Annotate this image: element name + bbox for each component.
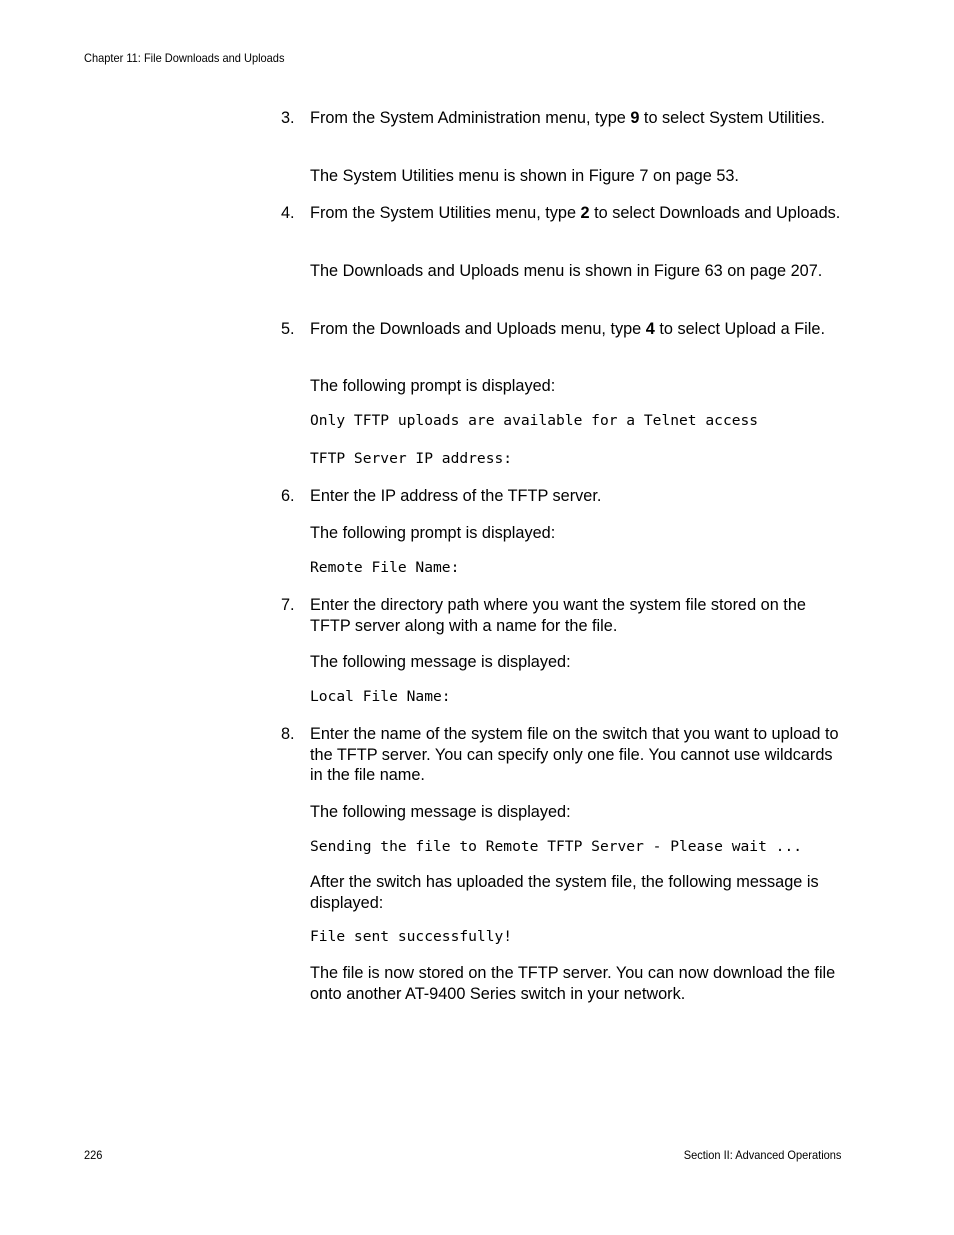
step-text-pre: From the System Administration menu, type	[310, 109, 631, 127]
step-note: After the switch has uploaded the system file, the following message is displayed:	[310, 873, 819, 912]
step-text	[310, 319, 842, 340]
console-output: Remote File Name:	[310, 559, 460, 576]
step-text: Enter the name of the system file on the switch that you want to upload to the TFTP server. You can specify only one file. You cannot use wildcards in the file name.	[310, 725, 839, 784]
step-note: The file is now stored on the TFTP server. You can now download the file onto another AT-9400 Series switch in your network.	[310, 964, 836, 1003]
step-text-post: to select Downloads and Uploads.	[589, 204, 841, 222]
step-note: The System Utilities menu is shown in Figure 7 on page 53.	[310, 167, 739, 185]
step-number: 7.	[281, 596, 295, 614]
step-key: 2	[580, 204, 590, 222]
step-text: Enter the IP address of the TFTP server.	[310, 487, 602, 505]
step-note: The following message is displayed:	[310, 803, 571, 821]
step-number: 5.	[281, 320, 295, 338]
step-note: The following prompt is displayed:	[310, 377, 556, 395]
console-output: TFTP Server IP address:	[310, 450, 513, 467]
step-key: 4	[645, 320, 655, 338]
step-number: 4.	[281, 204, 295, 222]
step-number: 8.	[281, 725, 295, 743]
page-number: 226	[84, 1148, 103, 1162]
step-note: The following prompt is displayed:	[310, 524, 556, 542]
step-text: Enter the directory path where you want the system file stored on the TFTP server along with a name for the file.	[310, 596, 806, 635]
console-output: File sent successfully!	[310, 928, 513, 945]
step-text-post: to select System Utilities.	[639, 109, 825, 127]
step-note: The Downloads and Uploads menu is shown in Figure 63 on page 207.	[310, 262, 823, 280]
step-text-post: to select Upload a File.	[654, 320, 825, 338]
step-note: The following message is displayed:	[310, 653, 571, 671]
step-number: 3.	[281, 109, 295, 127]
console-output: Sending the file to Remote TFTP Server - Please wait ...	[310, 838, 803, 855]
step-text-pre: From the System Utilities menu, type	[310, 204, 581, 222]
step-text	[310, 203, 842, 224]
step-text	[310, 108, 842, 129]
step-number: 6.	[281, 487, 295, 505]
running-footer-section: Section II: Advanced Operations	[683, 1148, 841, 1162]
console-output: Only TFTP uploads are available for a Telnet access	[310, 412, 759, 429]
step-key: 9	[630, 109, 640, 127]
console-output: Local File Name:	[310, 688, 451, 705]
step-text-pre: From the Downloads and Uploads menu, type	[310, 320, 646, 338]
running-header: Chapter 11: File Downloads and Uploads	[84, 51, 285, 65]
